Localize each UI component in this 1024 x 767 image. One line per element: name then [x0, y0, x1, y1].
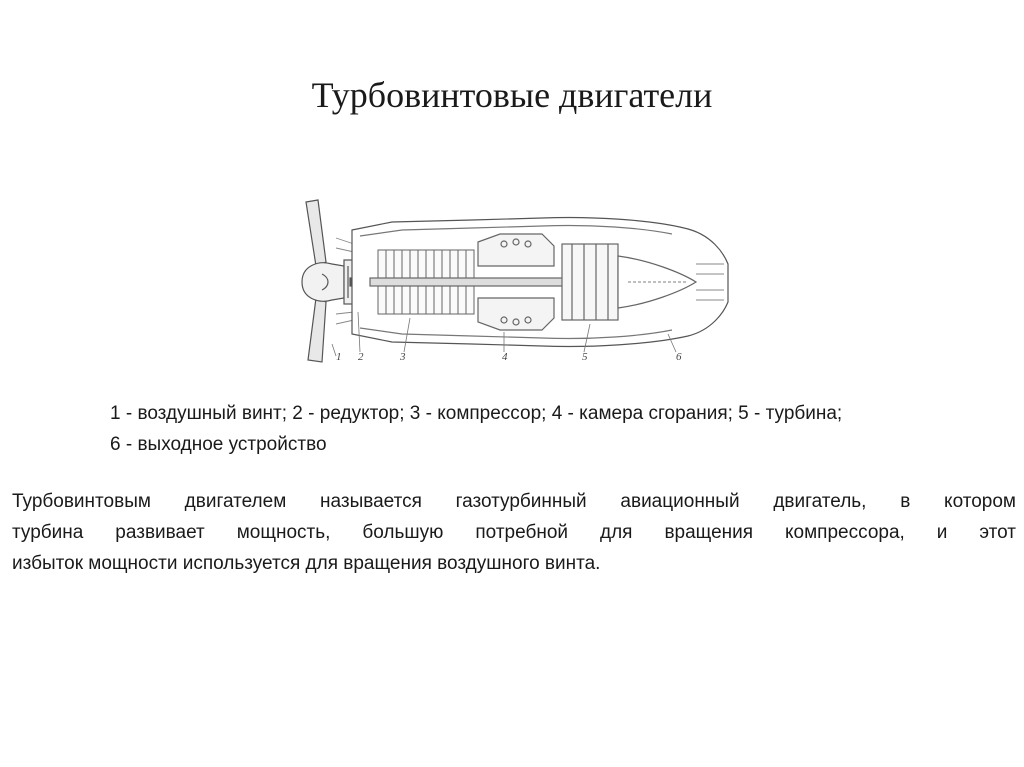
label-exhaust: 6 — [676, 351, 682, 363]
label-gearbox: 2 — [358, 351, 364, 363]
label-turbine: 5 — [582, 351, 588, 363]
definition-line-1: Турбовинтовым двигателем называется газотурбинный авиационный двигатель, в котором — [12, 491, 1016, 512]
diagram-legend — [110, 398, 1024, 460]
spinner — [302, 263, 344, 301]
legend-line-1: 1 - воздушный винт; 2 - редуктор; 3 - компрессор; 4 - камера сгорания; 5 - турбина; — [110, 403, 843, 424]
turboprop-engine-diagram — [292, 194, 742, 370]
label-compressor: 3 — [400, 351, 406, 363]
definition-line-3: избыток мощности используется для вращения воздушного винта. — [12, 553, 601, 574]
label-combustion-chamber: 4 — [502, 351, 508, 363]
label-propeller: 1 — [336, 351, 342, 363]
slide-title: Турбовинтовые двигатели — [311, 75, 713, 115]
definition-paragraph — [12, 486, 1016, 579]
legend-line-2: 6 - выходное устройство — [110, 434, 327, 455]
part-labels — [336, 351, 682, 363]
turbine — [562, 244, 618, 320]
definition-line-2: турбина развивает мощность, большую потребной для вращения компрессора, и этот — [12, 522, 1016, 543]
